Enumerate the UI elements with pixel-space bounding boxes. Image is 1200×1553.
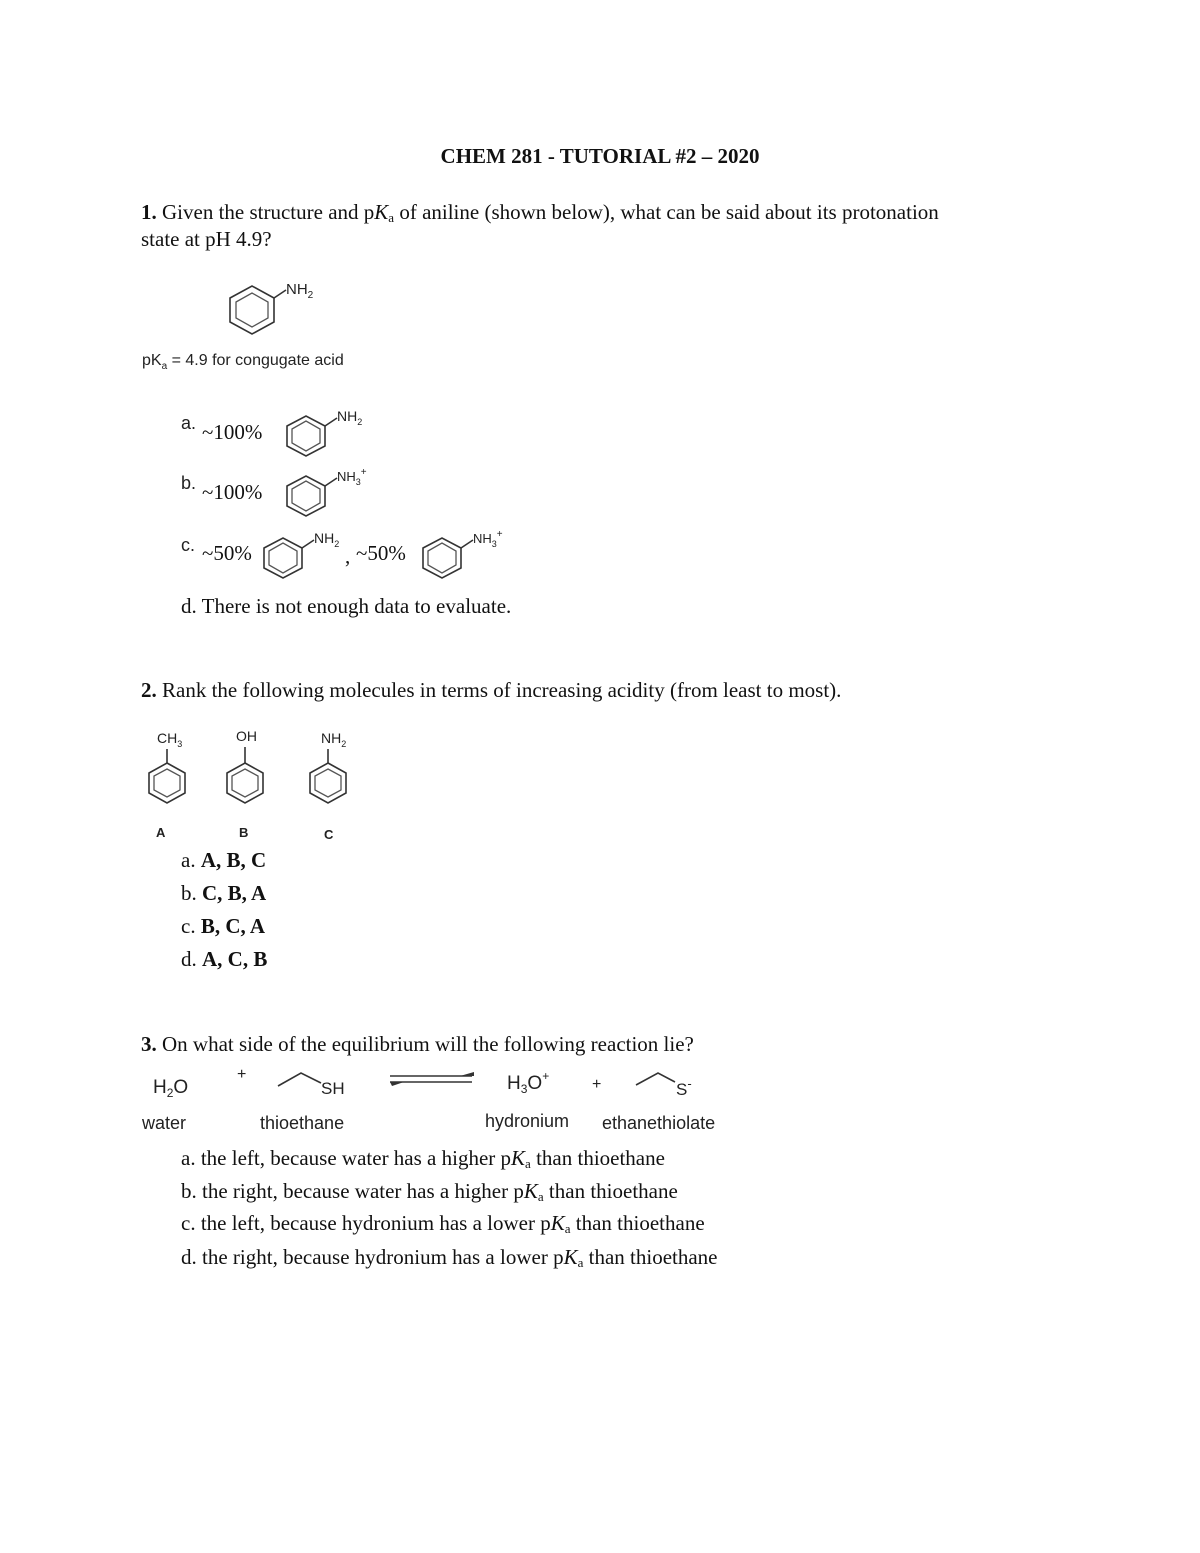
svg-text:S- xyxy=(676,1076,692,1099)
molecule-b xyxy=(227,728,263,840)
svg-text:NH2 xyxy=(321,730,346,749)
ka-symbol: K xyxy=(550,1211,565,1235)
q3-option-text: the right, because water has a higher p xyxy=(196,1179,524,1203)
molecule-c-substituent: NH xyxy=(321,730,342,746)
plus-sign-2: + xyxy=(592,1076,602,1093)
nh2-label: NH xyxy=(286,281,308,298)
pka-caption-sub: a xyxy=(161,361,168,373)
water-formula-o: O xyxy=(173,1077,189,1098)
molecule-c-label: C xyxy=(324,827,334,842)
q1-option-a-text: ~100% xyxy=(202,420,263,444)
q1-option-c-text1: ~50% xyxy=(202,541,252,565)
svg-text:H3O+ xyxy=(507,1069,549,1096)
q2-molecules xyxy=(138,725,368,845)
q2-option-letter: b. xyxy=(181,881,197,905)
question-1-number: 1. xyxy=(141,200,157,224)
thiolate-charge: - xyxy=(687,1076,692,1091)
thiolate-s: S xyxy=(676,1080,688,1099)
molecule-a-sub: 3 xyxy=(177,739,183,749)
molecule-a-label: A xyxy=(156,825,166,840)
q1-option-c-text2: ~50% xyxy=(356,541,406,565)
question-1-line1 xyxy=(141,200,939,226)
page-title: CHEM 281 - TUTORIAL #2 – 2020 xyxy=(440,144,760,168)
nh2-subscript: 2 xyxy=(357,417,363,427)
hydronium-formula-h: H xyxy=(507,1073,521,1094)
ka-subscript: a xyxy=(388,210,395,225)
molecule-b-label: B xyxy=(239,825,249,840)
svg-text:H2O xyxy=(153,1077,188,1100)
svg-text:NH2 xyxy=(286,281,314,301)
q2-option-answer: C, B, A xyxy=(202,881,267,905)
plus-sign-1: + xyxy=(237,1066,247,1083)
molecule-a-substituent: CH xyxy=(157,730,178,746)
svg-text:NH3+ xyxy=(473,529,503,549)
ka-symbol: K xyxy=(563,1245,578,1269)
svg-text:NH2 xyxy=(337,408,362,427)
q1-option-b-structure xyxy=(285,468,385,528)
question-3-number: 3. xyxy=(141,1032,157,1056)
question-1-text: Given the structure and p xyxy=(156,200,375,224)
water-formula-sub: 2 xyxy=(166,1086,174,1100)
hydronium-charge: + xyxy=(542,1069,550,1083)
hydronium-formula-sub: 3 xyxy=(520,1082,528,1096)
label-hydronium: hydronium xyxy=(485,1111,570,1131)
q2-option-letter: d. xyxy=(181,947,197,971)
q1-option-d-letter: d. xyxy=(181,594,197,618)
q1-option-b-text: ~100% xyxy=(202,480,263,504)
nh2-label: NH xyxy=(314,530,335,546)
nh3-label: NH xyxy=(337,469,356,484)
svg-text:NH2 xyxy=(314,530,339,549)
question-2-number: 2. xyxy=(141,678,157,702)
svg-text:CH3 xyxy=(157,730,182,749)
pka-caption-end: = 4.9 for congugate acid xyxy=(167,352,344,369)
nh3-subscript: 3 xyxy=(355,477,361,487)
q1-option-a-structure xyxy=(285,408,385,468)
label-ethanethiolate: ethanethiolate xyxy=(602,1113,716,1133)
q2-option-d xyxy=(181,947,267,972)
pka-caption xyxy=(142,352,344,372)
q3-option-letter: d. xyxy=(181,1245,197,1269)
q3-option-text-end: than thioethane xyxy=(543,1179,678,1203)
pka-caption-text: pK xyxy=(142,352,162,369)
q3-option-text: the left, because water has a higher p xyxy=(195,1146,512,1170)
molecule-c xyxy=(310,730,346,842)
thioethane-sh: SH xyxy=(321,1079,345,1098)
q2-option-b xyxy=(181,881,266,906)
nh3-label: NH xyxy=(473,531,492,546)
q1-option-a-letter: a. xyxy=(181,413,197,433)
q1-option-c-structure-2 xyxy=(421,530,521,590)
q2-option-letter: c. xyxy=(181,914,196,938)
nh2-subscript: 2 xyxy=(307,290,314,301)
q3-option-text-end: than thioethane xyxy=(570,1211,705,1235)
ka-subscript: a xyxy=(564,1221,571,1236)
label-thioethane: thioethane xyxy=(260,1113,345,1133)
equilibrium-arrow xyxy=(390,1072,474,1086)
q2-option-answer: A, C, B xyxy=(202,947,268,971)
nh3-charge: + xyxy=(360,467,367,478)
water-formula-h: H xyxy=(153,1077,167,1098)
q2-option-a xyxy=(181,848,266,873)
question-1-line2: state at pH 4.9? xyxy=(141,227,272,251)
question-2 xyxy=(141,678,841,703)
q1-option-c-letter: c. xyxy=(181,535,196,555)
question-3-text: On what side of the equilibrium will the following reaction lie? xyxy=(156,1032,694,1056)
q3-option-letter: c. xyxy=(181,1211,196,1235)
question-2-text: Rank the following molecules in terms of increasing acidity (from least to most). xyxy=(156,678,842,702)
hydronium-formula-o: O xyxy=(527,1073,543,1094)
q3-option-a xyxy=(181,1146,665,1172)
question-1-text-end: of aniline (shown below), what can be said about its protonation xyxy=(394,200,939,224)
nh3-charge: + xyxy=(496,529,503,540)
q3-option-b xyxy=(181,1179,678,1205)
q1-option-d-text: There is not enough data to evaluate. xyxy=(201,594,512,618)
molecule-b-substituent: OH xyxy=(236,728,257,744)
q3-option-d xyxy=(181,1245,718,1271)
ka-symbol: K xyxy=(374,200,389,224)
molecule-c-sub: 2 xyxy=(341,739,347,749)
aniline-structure xyxy=(228,276,328,346)
nh2-label: NH xyxy=(337,408,358,424)
q3-option-letter: a. xyxy=(181,1146,196,1170)
ka-subscript: a xyxy=(537,1189,544,1204)
label-water: water xyxy=(142,1113,187,1133)
q2-option-letter: a. xyxy=(181,848,196,872)
q1-option-c-separator: , xyxy=(345,544,351,568)
ka-symbol: K xyxy=(523,1179,538,1203)
ka-subscript: a xyxy=(525,1156,531,1171)
ka-symbol: K xyxy=(511,1146,526,1170)
molecule-a xyxy=(149,730,185,840)
svg-text:NH3+ xyxy=(337,467,367,487)
svg-text:OH xyxy=(236,728,257,744)
question-3 xyxy=(141,1032,694,1057)
q1-option-b-letter: b. xyxy=(181,473,197,493)
q3-option-c xyxy=(181,1211,705,1237)
ka-subscript: a xyxy=(577,1255,584,1270)
q3-option-text: the right, because hydronium has a lower p xyxy=(196,1245,564,1269)
q3-option-text: the left, because hydronium has a lower p xyxy=(195,1211,551,1235)
q3-option-text-end: than thioethane xyxy=(530,1146,665,1170)
nh3-subscript: 3 xyxy=(491,539,497,549)
q2-option-answer: A, B, C xyxy=(200,848,267,872)
nh2-subscript: 2 xyxy=(334,539,340,549)
q2-option-c xyxy=(181,914,265,939)
q3-option-letter: b. xyxy=(181,1179,197,1203)
q3-option-text-end: than thioethane xyxy=(583,1245,718,1269)
q2-option-answer: B, C, A xyxy=(200,914,266,938)
q1-option-d xyxy=(181,594,511,619)
